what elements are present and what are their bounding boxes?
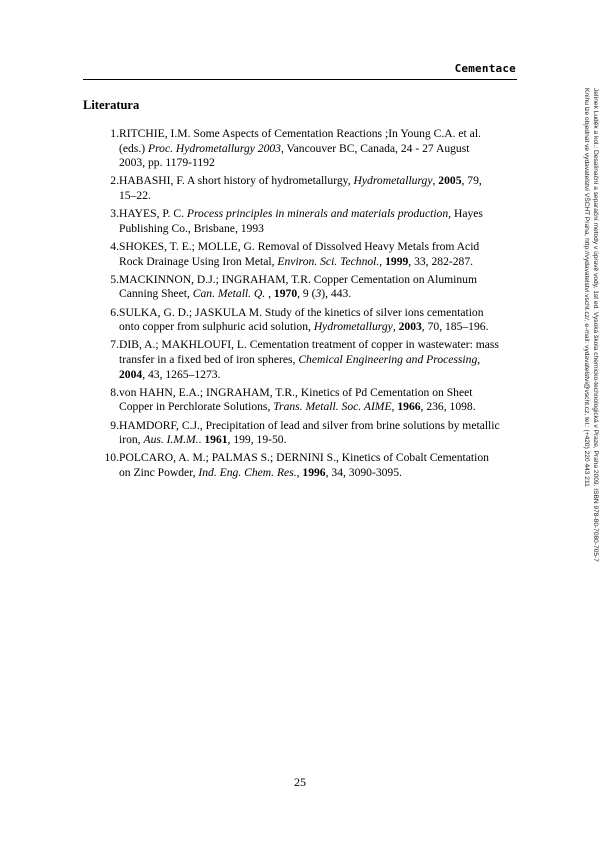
reference-text [119, 419, 525, 448]
side-note [560, 88, 600, 688]
reference-number: 4. [110, 240, 119, 253]
reference-text [119, 338, 525, 382]
reference-number: 10. [104, 451, 119, 465]
reference-line: Copper in Perchlorate Solutions, Trans. Metall. Soc. AIME, 1966, 236, 1098. [119, 400, 476, 414]
reference-number: 8. [110, 385, 119, 399]
reference-line: 2004, 43, 1265–1273. [119, 367, 221, 381]
reference-line: 2003, pp. 1179-1192 [119, 156, 215, 170]
reference-text [119, 306, 525, 335]
reference-line: onto copper from sulphuric acid solution, Hydrometallurgy, 2003, 70, 185–196. [119, 320, 489, 334]
reference-line: HABASHI, F. A short history of hydrometallurgy, Hydrometallurgy, 2005, 79, [119, 174, 482, 188]
running-header-title: Cementace [454, 62, 516, 75]
reference-text [119, 273, 525, 302]
reference-line: DIB, A.; MAKHLOUFI, L. Cementation treatment of copper in wastewater: mass [119, 338, 499, 352]
reference-text [119, 386, 525, 415]
reference-line: on Zinc Powder, Ind. Eng. Chem. Res., 1996, 34, 3090-3095. [119, 465, 402, 479]
reference-text [119, 240, 525, 269]
reference-number: 5. [110, 272, 119, 286]
reference-text [119, 451, 525, 480]
section-heading: Literatura [83, 98, 140, 112]
reference-line: (eds.) Proc. Hydrometallurgy 2003, Vancouver BC, Canada, 24 - 27 August [119, 141, 470, 155]
reference-line: 15–22. [119, 188, 151, 202]
reference-text [119, 207, 525, 236]
reference-number: 1. [110, 127, 119, 140]
reference-line: MACKINNON, D.J.; INGRAHAM, T.R. Copper Cementation on Aluminum [119, 272, 478, 286]
reference-number: 3. [110, 207, 119, 221]
side-note-line-1: Jelínek Luděk a kol.: Desalinační a separační metody v úpravě vody, 1st ed. Vysoká škola chemicko-technologická v Praze, Praha 2009, ISBN 978-80-7080-705-7 [592, 88, 599, 562]
reference-line: HAMDORF, C.J., Precipitation of lead and silver from brine solutions by metallic [119, 418, 500, 432]
reference-line: transfer in a fixed bed of iron spheres, Chemical Engineering and Processing, [119, 352, 481, 366]
reference-number: 2. [110, 174, 119, 188]
header-rule [83, 79, 517, 80]
reference-text [119, 127, 525, 171]
reference-number: 9. [110, 418, 119, 432]
reference-line: Publishing Co., Brisbane, 1993 [119, 221, 264, 235]
reference-line: SULKA, G. D.; JASKULA M. Study of the kinetics of silver ions cementation [119, 305, 484, 319]
reference-line: RITCHIE, I.M. Some Aspects of Cementation Reactions ;In Young C.A. et al. [119, 127, 481, 140]
reference-line: HAYES, P. C. Process principles in minerals and materials production, Hayes [119, 207, 483, 221]
reference-line: Rock Drainage Using Iron Metal, Environ. Sci. Technol., 1999, 33, 282-287. [119, 254, 474, 268]
reference-line: POLCARO, A. M.; PALMAS S.; DERNINI S., Kinetics of Cobalt Cementation [119, 451, 489, 465]
page-number: 25 [294, 775, 306, 789]
reference-text [119, 174, 525, 203]
reference-number: 7. [110, 338, 119, 352]
reference-number: 6. [110, 305, 119, 319]
reference-line: iron, Aus. I.M.M.. 1961, 199, 19-50. [119, 433, 287, 447]
reference-line: SHOKES, T. E.; MOLLE, G. Removal of Dissolved Heavy Metals from Acid [119, 240, 480, 253]
side-note-line-2: Knihu lze objednat ve vydavatelství VŠCHT Praha, http://vydavatelstvi.vscht.cz/, e-mail: vydavatelstvi@vscht.cz, tel.: (+420) 220 443 211 [583, 88, 590, 487]
reference-line: von HAHN, E.A.; INGRAHAM, T.R., Kinetics of Pd Cementation on Sheet [119, 385, 473, 399]
reference-line: Canning Sheet, Can. Metall. Q. , 1970, 9 (3), 443. [119, 287, 352, 301]
